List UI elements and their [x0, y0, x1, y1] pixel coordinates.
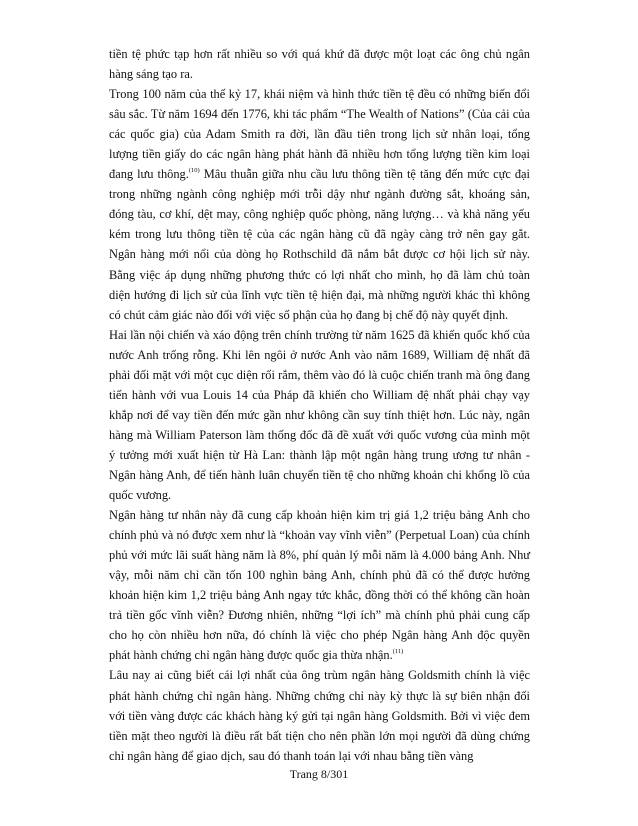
paragraph-3	[109, 325, 530, 505]
paragraph-text: Ngân hàng tư nhân này đã cung cấp khoản hiện kim trị giá 1,2 triệu bảng Anh cho chính phủ và nó được xem như là “khoản vay vĩnh viễn” (Perpetual Loan) của chính phủ với mức lãi suất hàng năm là 8%, phí quản lý mỗi năm là 4.000 bảng Anh. Như vậy, mỗi năm chỉ cần tốn 100 nghìn bảng Anh, chính phủ đã có thể được hưởng khoản hiện kim 1,2 triệu bảng Anh ngay tức khắc, đồng thời có thể không cần hoàn trả tiền gốc vĩnh viễn? Đương nhiên, những “lợi ích” mà chính phủ phải cung cấp cho họ còn nhiều hơn nữa, đó chính là việc cho phép Ngân hàng Anh độc quyền phát hành chứng chỉ ngân hàng được quốc gia thừa nhận.	[109, 508, 530, 663]
paragraph-text: Mâu thuẫn giữa nhu cầu lưu thông tiền tệ tăng đến mức cực đại trong những ngành công nghiệp mới trỗi dậy như ngành đường sắt, khoáng sản, đóng tàu, cơ khí, dệt may, công nghiệp quốc phòng, năng lượng… và khả năng yếu kém trong lưu thông tiền tệ của các ngân hàng cũ đã ngày càng trở nên gay gắt. Ngân hàng mới nổi của dòng họ Rothschild đã nắm bắt được cơ hội lịch sử này. Bằng việc áp dụng những phương thức có lợi nhất cho mình, họ đã làm chủ toàn diện hướng đi lịch sử của lĩnh vực tiền tệ hiện đại, mà những người khác thì không có chút cảm giác nào đối với việc số phận của họ đang bị chế độ này quyết định.	[109, 167, 530, 322]
page-number: Trang 8/301	[289, 767, 349, 781]
paragraph-text: tiền tệ phức tạp hơn rất nhiều so với quá khứ đã được một loạt các ông chủ ngân hàng sáng tạo ra.	[109, 47, 530, 82]
footnote-marker[interactable]: (10)	[188, 167, 200, 175]
paragraph-text: Hai lần nội chiến và xáo động trên chính trường từ năm 1625 đã khiến quốc khố của nước Anh trống rỗng. Khi lên ngôi ở nước Anh vào năm 1689, William đệ nhất đã phải đối mặt với một cục diện rối rắm, thêm vào đó là cuộc chiến tranh mà ông đang tiến hành với vua Louis 14 của Pháp đã khiến cho William đệ nhất phải chạy vạy khắp nơi để vay tiền đến mức gần như không cần suy tính thiệt hơn. Lúc này, ngân hàng mà William Paterson làm thống đốc đã đề xuất với quốc vương của mình một ý tưởng mới xuất hiện từ Hà Lan: thành lập một ngân hàng trung ương tư nhân - Ngân hàng Anh, để tiến hành luân chuyển tiền tệ cho những khoản chi khổng lồ của quốc vương.	[109, 327, 530, 503]
document-body	[109, 44, 530, 766]
paragraph-2	[109, 84, 530, 325]
paragraph-5	[109, 665, 530, 765]
paragraph-1	[109, 44, 530, 84]
paragraph-text: Trong 100 năm của thế kỷ 17, khái niệm và hình thức tiền tệ đều có những biến đổi sâu sắc. Từ năm 1694 đến 1776, khi tác phẩm “The Wealth of Nations” (Của cải của các quốc gia) của Adam Smith ra đời, lần đầu tiên trong lịch sử nhân loại, tổng lượng tiền giấy do các ngân hàng phát hành đã nhiều hơn tổng lượng tiền kim loại đang lưu thông.	[109, 87, 530, 182]
footnote-marker[interactable]: (11)	[392, 648, 404, 656]
paragraph-4	[109, 505, 530, 665]
paragraph-text: Lâu nay ai cũng biết cái lợi nhất của ông trùm ngân hàng Goldsmith chính là việc phát hành chứng chỉ ngân hàng. Những chứng chỉ này kỳ thực là sự biên nhận đối với tiền vàng được các khách hàng ký gửi tại ngân hàng Goldsmith. Bởi vì việc đem tiền mặt theo người là điều rất bất tiện cho nên phần lớn mọi người đã dùng chứng chỉ ngân hàng để giao dịch, sau đó thanh toán lại với nhau bằng tiền vàng	[109, 668, 530, 763]
